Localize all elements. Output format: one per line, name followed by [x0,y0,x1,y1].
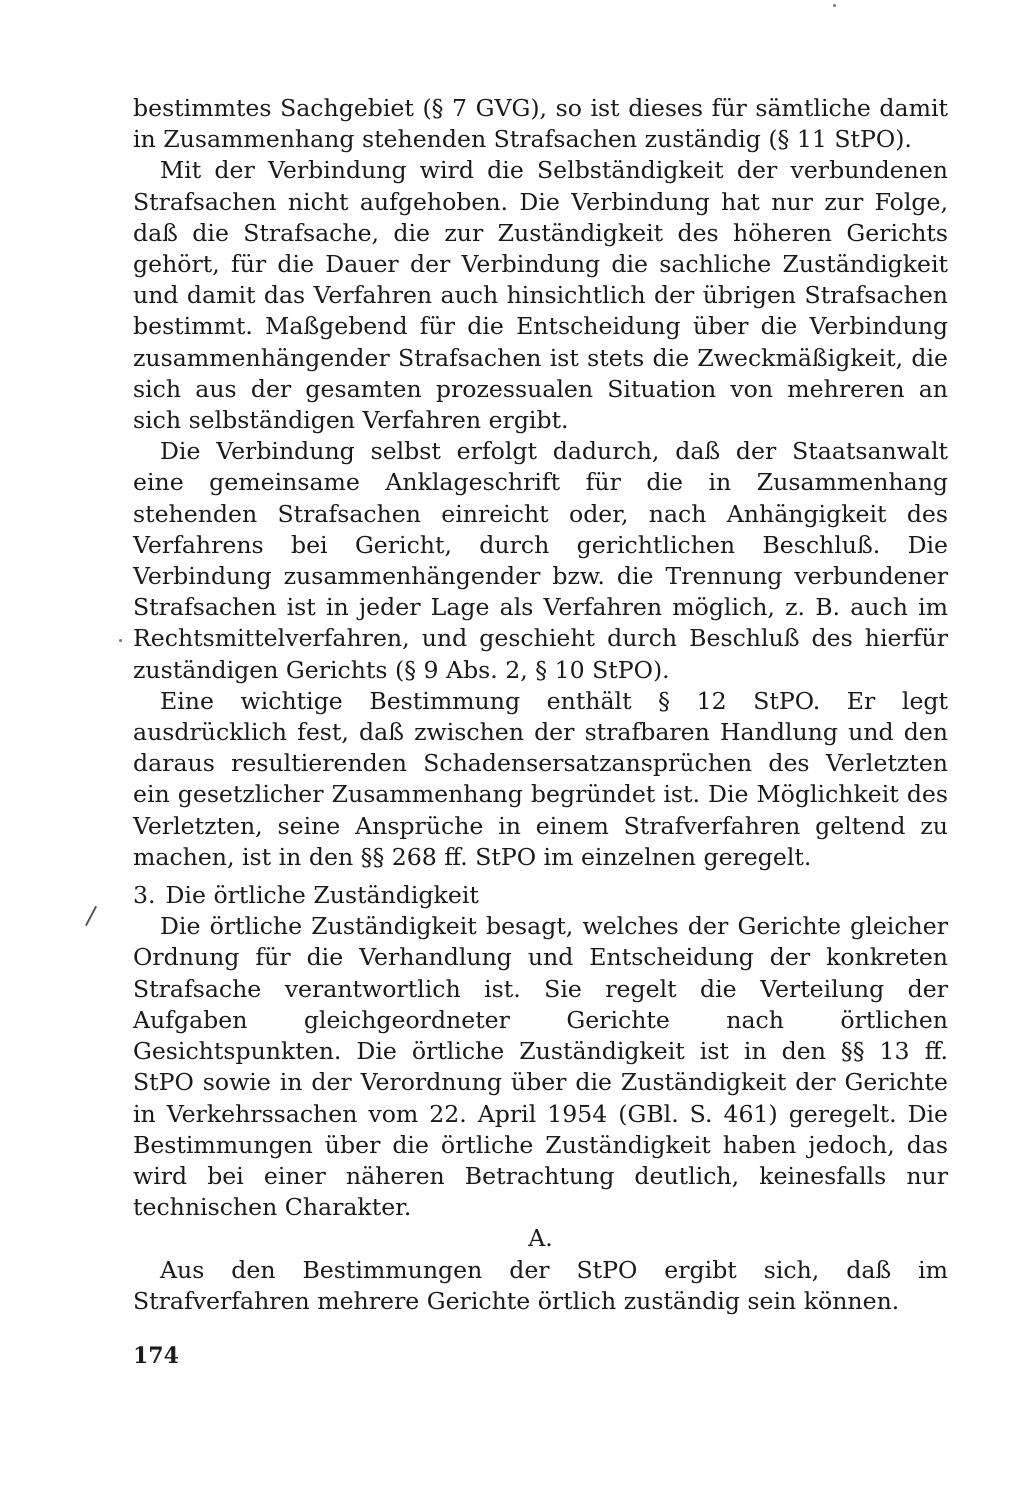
body-text [133,93,948,1317]
paragraph-verbindung: Mit der Verbindung wird die Selbständigkeit der verbundenen Strafsachen nicht aufgehoben. Die Verbindung hat nur zur Folge, daß die Strafsache, die zur Zuständigkeit des höheren Gerichts gehört, für die Dauer der Verbindung die sachliche Zuständigkeit und damit das Verfahren auch hinsichtlich der übrigen Strafsachen bestimmt. Maßgebend für die Entscheidung über die Verbindung zusammenhängender Strafsachen ist stets die Zweckmäßigkeit, die sich aus der gesamten prozessualen Situation von mehreren an sich selbständigen Verfahren ergibt. [133,156,948,435]
page-number: 174 [133,1343,179,1369]
paragraph-oertliche-zustaendigkeit: Die örtliche Zuständigkeit besagt, welches der Gerichte gleicher Ordnung für die Verhandlung und Entscheidung der konkreten Strafsache verantwortlich ist. Sie regelt die Verteilung der Aufgaben gleichgeordneter Gerichte nach örtlichen Gesichtspunkten. Die örtliche Zuständigkeit ist in den §§ 13 ff. StPO sowie in der Verordnung über die Zuständigkeit der Gerichte in Verkehrssachen vom 22. April 1954 (GBl. S. 461) geregelt. Die Bestimmungen über die örtliche Zuständigkeit haben jedoch, das wird bei einer näheren Betrachtung deutlich, keinesfalls nur technischen Charakter. [133,912,948,1222]
section-number: 3. [133,881,156,910]
paragraph-paragraph-12: Eine wichtige Bestimmung enthält § 12 StPO. Er legt ausdrücklich fest, daß zwischen der strafbaren Handlung und den daraus resultierenden Schadensersatzansprüchen des Verletzten ein gesetzlicher Zusammenhang begründet ist. Die Möglichkeit des Verletzten, seine Ansprüche in einem Strafverfahren geltend zu machen, ist in den §§ 268 ff. StPO im einzelnen geregelt. [133,686,948,871]
margin-dot [119,639,122,642]
section-title: Die örtliche Zuständigkeit [165,881,479,910]
subheading: A. [528,1224,553,1253]
paragraph-bestimmungen-stpo: Aus den Bestimmungen der StPO ergibt sich, daß im Strafverfahren mehrere Gerichte örtlich zuständig sein können. [133,1255,948,1315]
margin-dot [833,4,836,7]
margin-pencil-mark [85,906,97,926]
paragraph-continuation: bestimmtes Sachgebiet (§ 7 GVG), so ist dieses für sämtliche damit in Zusammenhang stehenden Strafsachen zuständig (§ 11 StPO). [133,94,948,154]
section-heading [133,880,948,911]
paragraph-verbindung-erfolgt: Die Verbindung selbst erfolgt dadurch, daß der Staatsanwalt eine gemeinsame Anklageschrift für die in Zusammenhang stehenden Strafsachen einreicht oder, nach Anhängigkeit des Verfahrens bei Gericht, durch gerichtlichen Beschluß. Die Verbindung zusammenhängender bzw. die Trennung verbundener Strafsachen ist in jeder Lage als Verfahren möglich, z. B. auch im Rechtsmittelverfahren, und geschieht durch Beschluß des hierfür zuständigen Gerichts (§ 9 Abs. 2, § 10 StPO). [133,437,948,684]
